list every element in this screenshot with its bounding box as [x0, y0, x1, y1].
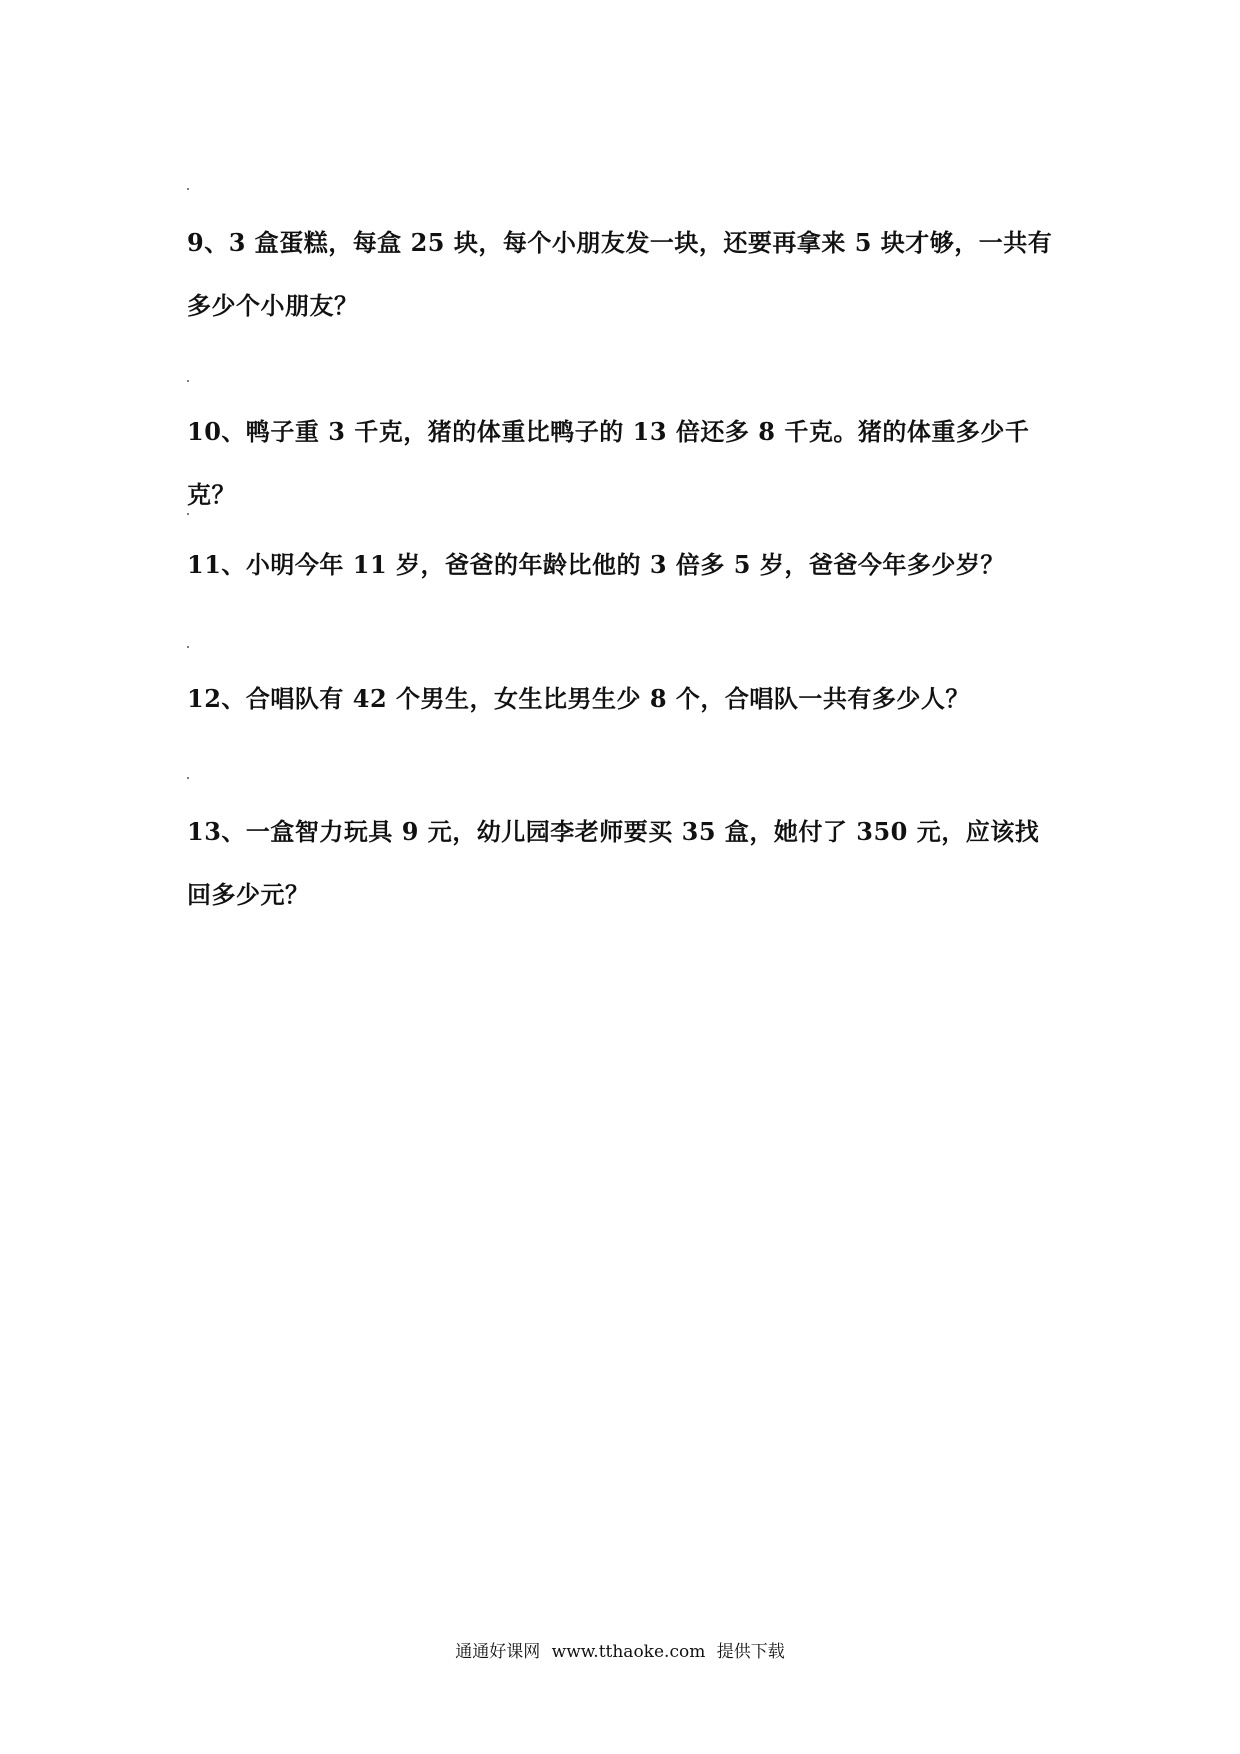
scan-mark: [187, 380, 189, 382]
question-11: 11、小明今年 11 岁，爸爸的年龄比他的 3 倍多 5 岁，爸爸今年多少岁？: [187, 550, 1005, 579]
question-12: 12、合唱队有 42 个男生，女生比男生少 8 个，合唱队一共有多少人？: [187, 684, 970, 713]
question-10: 10、鸭子重 3 千克，猪的体重比鸭子的 13 倍还多 8 千克。猪的体重多少千克？: [187, 417, 1030, 509]
scan-mark: [187, 646, 189, 648]
scan-mark: [187, 777, 189, 779]
question-9: 9、3 盒蛋糕，每盒 25 块，每个小朋友发一块，还要再拿来 5 块才够，一共有多少个小朋友？: [187, 228, 1053, 320]
footer-source-note: 通通好课网 www.tthaoke.com 提供下载: [455, 1642, 785, 1662]
question-13: 13、一盒智力玩具 9 元，幼儿园李老师要买 35 盒，她付了 350 元，应该找回多少元？: [187, 817, 1040, 909]
scan-mark: [187, 188, 189, 190]
